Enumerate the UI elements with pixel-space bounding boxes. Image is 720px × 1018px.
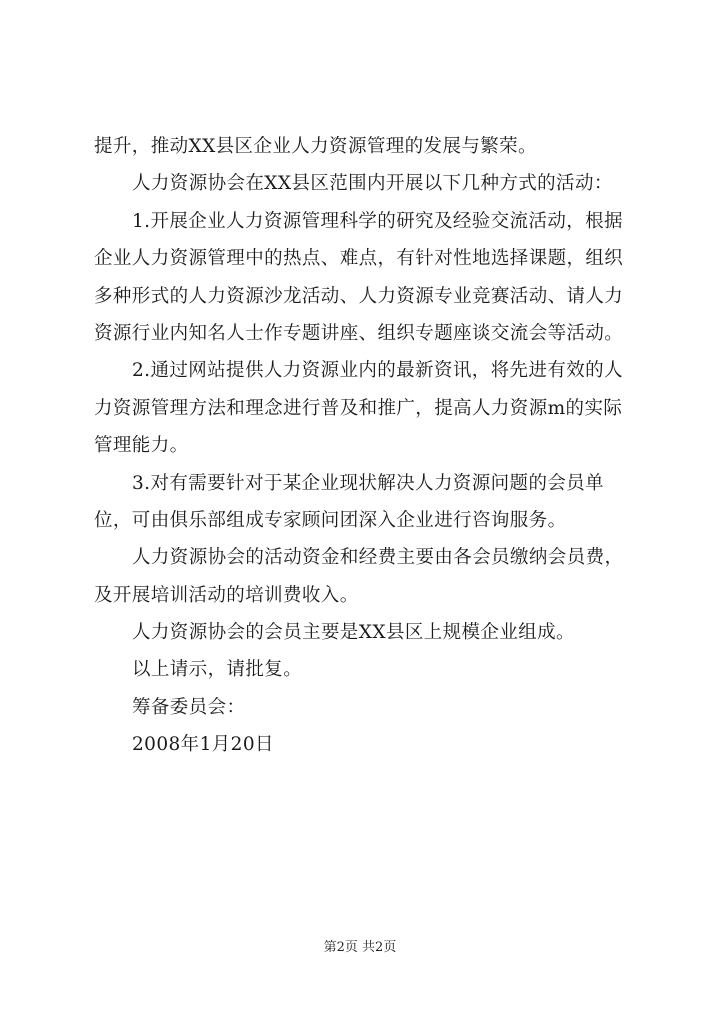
text-line-7: 2.通过网站提供人力资源业内的最新资讯，将先进有效的人 <box>132 360 623 382</box>
page-footer <box>0 938 720 958</box>
page-number-label: 第2页 共2页 <box>323 940 397 955</box>
text-line-1: 提升，推动XX县区企业人力资源管理的发展与繁荣。 <box>94 136 537 157</box>
text-line-15: 以上请示，请批复。 <box>132 659 303 681</box>
text-line-3: 1.开展企业人力资源管理科学的研究及经验交流活动，根据 <box>132 210 623 232</box>
signatory-line: 筹备委员会： <box>132 696 246 718</box>
text-line-13: 及开展培训活动的培训费收入。 <box>94 584 359 606</box>
text-line-4: 企业人力资源管理中的热点、难点，有针对性地选择课题，组织 <box>94 248 624 270</box>
text-line-6: 资源行业内知名人士作专题讲座、组织专题座谈交流会等活动。 <box>94 322 624 344</box>
text-line-2: 人力资源协会在XX县区范围内开展以下几种方式的活动： <box>132 173 613 195</box>
date-line: 2008年1月20日 <box>132 734 274 756</box>
text-line-14: 人力资源协会的会员主要是XX县区上规模企业组成。 <box>132 622 575 644</box>
text-line-10: 3.对有需要针对于某企业现状解决人力资源问题的会员单 <box>132 472 605 494</box>
text-line-9: 管理能力。 <box>94 435 189 457</box>
text-line-5: 多种形式的人力资源沙龙活动、人力资源专业竞赛活动、请人力 <box>94 285 624 307</box>
document-body <box>94 128 654 764</box>
text-line-11: 位，可由俱乐部组成专家顾问团深入企业进行咨询服务。 <box>94 509 567 531</box>
text-line-12: 人力资源协会的活动资金和经费主要由各会员缴纳会员费， <box>132 547 624 569</box>
text-line-8: 力资源管理方法和理念进行普及和推广，提高人力资源m的实际 <box>94 397 623 419</box>
